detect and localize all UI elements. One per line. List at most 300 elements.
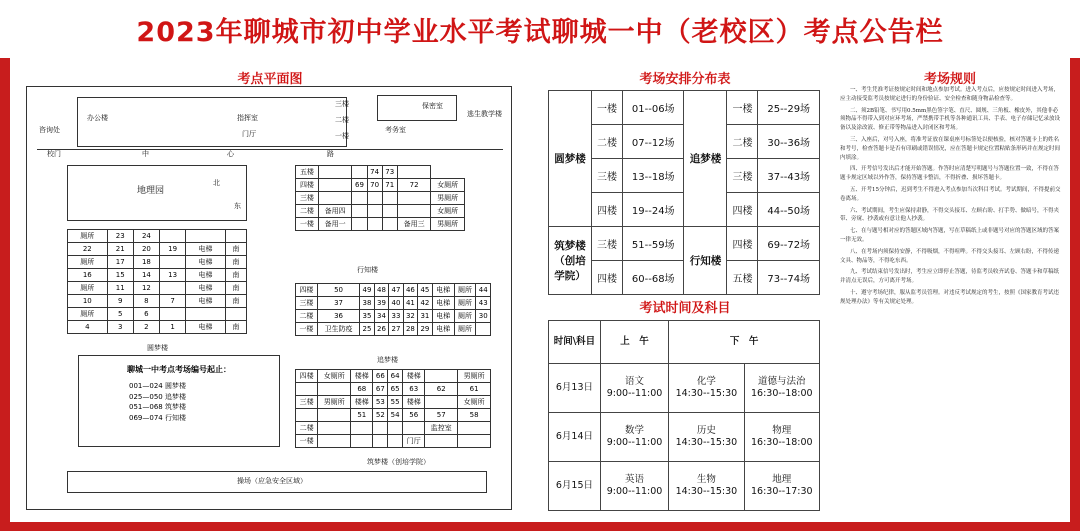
zhupei-cell: 二楼 (296, 422, 318, 435)
time-range: 9:00--11:00 (606, 437, 663, 448)
xingzhi-cell (397, 166, 431, 179)
yuanmeng-cell: 南 (225, 256, 246, 269)
zhuimeng-cell: 31 (418, 310, 432, 323)
time-header-corner: 时间\科目 (549, 321, 601, 364)
zhuimeng-row (296, 323, 491, 336)
xingzhi-row (296, 205, 465, 218)
yuanmeng-cell: 10 (68, 295, 108, 308)
zhuimeng-cell: 49 (360, 284, 374, 297)
yuanmeng-cell: 电梯 (186, 256, 226, 269)
yuanmeng-cell: 8 (133, 295, 159, 308)
zhuimeng-cell: 46 (403, 284, 417, 297)
office-label: 办公楼 (87, 114, 108, 122)
xingzhi-label: 行知楼 (357, 266, 378, 274)
rule-paragraph: 三、入座后，对号入座，将准考证放在课桌座号标签处以便核验，核对答题卡上的姓名和考号，检查答题卡是否有印刷或错误情况，应在答题卡规定位置粘贴条形码并在规定时间内填涂。 (840, 136, 1061, 161)
yuanmeng-cell: 23 (107, 230, 133, 243)
timetable (548, 320, 820, 511)
subject: 历史 (696, 425, 716, 437)
exam-office-label: 考务室 (385, 126, 406, 134)
yuanmeng-cell: 12 (133, 282, 159, 295)
zhupei-cell: 楼梯 (351, 396, 373, 409)
yuanmeng-cell: 14 (133, 269, 159, 282)
yuanmeng-cell: 厕所 (68, 256, 108, 269)
xingzhi-cell: 71 (382, 179, 397, 192)
zhuimeng-cell (476, 323, 491, 336)
zhupei-cell (296, 409, 318, 422)
rule-paragraph: 一、考生凭准考证按规定时间和地点参加考试。进入考点后，应按规定时间进入考场，应主动接受监考员按规定进行的身份验证、安全检查和随身物品检查等。 (840, 87, 1060, 102)
time-date: 6月14日 (549, 413, 601, 462)
time-pm2 (744, 462, 819, 511)
zhuimeng-cell: 45 (418, 284, 432, 297)
zhupei-cell: 62 (425, 383, 458, 396)
road-char-zhong: 中 (142, 150, 149, 158)
rule-paragraph: 六、考试期间，考生应保持肃静，不得交头接耳、左顾右盼、打手势、做暗号，不得夹带、旁窥、抄袭或有意让他人抄袭。 (840, 207, 1060, 223)
zhuimeng-cell: 33 (389, 310, 403, 323)
hall-label: 门厅 (242, 130, 256, 138)
time-date: 6月15日 (549, 462, 601, 511)
zhupei-cell: 54 (388, 409, 403, 422)
zhuimeng-cell: 32 (403, 310, 417, 323)
yuanmeng-cell: 15 (107, 269, 133, 282)
note-title: 聊城一中考点考场编号起止： (127, 365, 231, 374)
zhupei-cell: 男厕所 (458, 370, 491, 383)
xingzhi-cell (382, 205, 397, 218)
floor3-label: 三楼 (335, 100, 349, 108)
yuanmeng-cell: 11 (107, 282, 133, 295)
zhuimeng-cell: 41 (403, 297, 417, 310)
time-range: 14:30--15:30 (675, 486, 738, 497)
time-am (600, 364, 668, 413)
xingzhi-cell: 五楼 (296, 166, 319, 179)
zhupei-cell (318, 409, 351, 422)
xingzhi-cell (318, 179, 352, 192)
subject: 语文 (625, 376, 645, 388)
zhuimeng-cell: 37 (317, 297, 359, 310)
geography-label: 地理园 (137, 186, 165, 196)
yuanmeng-row (68, 295, 247, 308)
rule-paragraph: 四、开考信号发出后才能开始答题。作答时应清楚写明题号与答题位置一致，不得在答题卡规定区域以外作答，保持答题卡整洁，不得折叠、损坏答题卡。 (840, 166, 1060, 182)
yuanmeng-cell: 南 (225, 269, 246, 282)
yuanmeng-row (68, 308, 247, 321)
zhuimeng-row (296, 310, 491, 323)
time-date: 6月13日 (549, 364, 601, 413)
rule-paragraph: 五、开考15分钟后，迟到考生不得进入考点参加当次科目考试。考试期间，不得提前交卷离场。 (840, 186, 1061, 202)
yuanmeng-cell: 6 (133, 308, 159, 321)
xingzhi-cell (397, 205, 431, 218)
time-row (549, 462, 820, 511)
zhuimeng-cell: 三楼 (296, 297, 318, 310)
zhupei-cell: 三楼 (296, 396, 318, 409)
dist-range: 13--18场 (622, 159, 684, 193)
xingzhi-cell: 四楼 (296, 179, 319, 192)
note-line: 025—050 追梦楼 (129, 392, 186, 401)
subject: 物理 (772, 425, 792, 437)
zhuimeng-cell: 电梯 (432, 310, 454, 323)
zhupei-cell: 68 (351, 383, 373, 396)
dist-building: 圆梦楼 (549, 91, 592, 227)
secret-room-label: 保密室 (422, 102, 443, 110)
yuanmeng-cell: 24 (133, 230, 159, 243)
zhupei-cell: 57 (425, 409, 458, 422)
yuanmeng-cell: 7 (160, 295, 186, 308)
dist-floor: 四楼 (592, 193, 623, 227)
yuanmeng-cell: 17 (107, 256, 133, 269)
rule-paragraph: 十、遵守考场纪律，服从监考员管理。对违反考试规定的考生，按照《国家教育考试违规处理办法》等有关规定处理。 (840, 289, 1060, 305)
time-range: 9:00--11:00 (606, 388, 663, 399)
yuanmeng-cell: 南 (225, 243, 246, 256)
dist-range2: 73--74场 (758, 261, 820, 295)
dist-floor2: 四楼 (727, 227, 758, 261)
zhupei-cell (318, 422, 351, 435)
office-building (77, 97, 347, 147)
dist-range: 51--59场 (622, 227, 684, 261)
floor1-label: 一楼 (335, 132, 349, 140)
xingzhi-cell: 女厕所 (431, 205, 465, 218)
xingzhi-cell (352, 205, 367, 218)
subject: 英语 (625, 474, 645, 486)
yuanmeng-cell: 9 (107, 295, 133, 308)
yuanmeng-row (68, 230, 247, 243)
dist-range2: 37--43场 (758, 159, 820, 193)
yuanmeng-cell: 南 (225, 295, 246, 308)
zhuimeng-cell: 厕所 (454, 310, 476, 323)
yuanmeng-cell (160, 230, 186, 243)
dist-floor2: 五楼 (727, 261, 758, 295)
zhupei-cell (373, 422, 388, 435)
yuanmeng-grid (67, 229, 247, 334)
zhupei-cell (458, 435, 491, 448)
zhupei-cell (458, 422, 491, 435)
time-header-pm: 下 午 (669, 321, 820, 364)
yuanmeng-cell (160, 308, 186, 321)
zhuimeng-cell: 39 (374, 297, 388, 310)
yuanmeng-cell: 电梯 (186, 269, 226, 282)
zhuimeng-cell: 电梯 (432, 297, 454, 310)
command-room-label: 指挥室 (237, 114, 258, 122)
rule-paragraph: 八、在考场内须保持安静，不得吸烟，不得喧哗。不得交头接耳、左顾右盼，不得传递文具、物品等，不得吃东西。 (840, 248, 1060, 264)
dist-floor2: 三楼 (727, 159, 758, 193)
xingzhi-cell: 73 (382, 166, 397, 179)
xingzhi-cell: 二楼 (296, 205, 319, 218)
dist-floor: 二楼 (592, 125, 623, 159)
xingzhi-cell (318, 166, 352, 179)
yuanmeng-row (68, 269, 247, 282)
xingzhi-cell: 男厕所 (431, 218, 465, 231)
zhupei-cell: 58 (458, 409, 491, 422)
zhuimeng-cell: 27 (389, 323, 403, 336)
zhupei-cell: 四楼 (296, 370, 318, 383)
zhuimeng-cell: 电梯 (432, 284, 454, 297)
subject: 数学 (625, 425, 645, 437)
zhupei-row (296, 396, 491, 409)
zhupei-cell (425, 435, 458, 448)
time-header-am: 上 午 (600, 321, 668, 364)
page-title: 2023年聊城市初中学业水平考试聊城一中（老校区）考点公告栏 (136, 16, 944, 48)
yuanmeng-cell: 电梯 (186, 243, 226, 256)
yuanmeng-cell: 电梯 (186, 321, 226, 334)
yuanmeng-cell: 南 (225, 282, 246, 295)
dist-title: 考场安排分布表 (639, 72, 731, 87)
time-row (549, 413, 820, 462)
escape-label: 逃生教学楼 (467, 110, 502, 118)
time-range: 16:30--18:00 (750, 388, 813, 399)
zhupei-cell: 51 (351, 409, 373, 422)
zhupei-cell (351, 435, 373, 448)
distribution-table (548, 90, 820, 295)
zhupei-row (296, 370, 491, 383)
time-am (600, 462, 668, 511)
zhupei-cell: 65 (388, 383, 403, 396)
zhupei-cell: 一楼 (296, 435, 318, 448)
xingzhi-cell: 备用一 (318, 218, 352, 231)
zhupei-cell (296, 383, 318, 396)
zhupei-cell (425, 396, 458, 409)
road-char-xin: 心 (227, 150, 234, 158)
note-line: 001—024 圆梦楼 (129, 382, 186, 390)
time-pm2 (744, 413, 819, 462)
zhupei-cell (351, 422, 373, 435)
north-label: 北 (213, 179, 220, 187)
time-pm1 (669, 413, 744, 462)
plan-title: 考点平面图 (237, 72, 303, 87)
xingzhi-cell (352, 218, 367, 231)
xingzhi-row (296, 179, 465, 192)
yuanmeng-cell: 1 (160, 321, 186, 334)
xingzhi-row (296, 166, 465, 179)
subject: 地理 (772, 474, 792, 486)
road-char-lu: 路 (327, 150, 334, 158)
road-line (37, 149, 503, 150)
rule-paragraph: 九、考试结束信号发出时，考生应立即停止答题，待监考员收齐试卷、答题卡和草稿纸并清点无误后，方可离开考场。 (840, 269, 1060, 285)
yuanmeng-cell: 22 (68, 243, 108, 256)
xingzhi-cell: 备用四 (318, 205, 352, 218)
zhupei-cell (318, 435, 351, 448)
yuanmeng-cell: 厕所 (68, 230, 108, 243)
zhupei-cell: 66 (373, 370, 388, 383)
zhupei-cell (403, 422, 425, 435)
yuanmeng-label: 圆梦楼 (147, 344, 168, 352)
gate-label: 校门 (47, 150, 61, 158)
rule-paragraph: 二、须2B铅笔、书写用0.5mm黑色签字笔、直尺、圆规、三角板、橡皮外，其他非必须物品不得带入到对应环考场，严禁携带手机等各种通讯工具、手表、电子存储记忆录放设备以及涂改液、修正带等物品进入封闭区和考场。 (840, 107, 1061, 132)
zhuimeng-row (296, 297, 491, 310)
zhuimeng-cell: 电梯 (432, 323, 454, 336)
xingzhi-cell: 72 (397, 179, 431, 192)
zhupei-cell (373, 435, 388, 448)
dist-floor: 三楼 (592, 227, 623, 261)
zhuimeng-cell: 厕所 (454, 297, 476, 310)
zhupei-cell: 61 (458, 383, 491, 396)
time-range: 14:30--15:30 (675, 388, 738, 399)
zhupei-cell (388, 422, 403, 435)
subject: 道德与法治 (758, 376, 806, 388)
time-pm1 (669, 364, 744, 413)
zhupei-cell: 56 (403, 409, 425, 422)
yuanmeng-cell: 2 (133, 321, 159, 334)
zhupei-grid (295, 369, 491, 448)
yuanmeng-cell: 南 (225, 321, 246, 334)
dist-range: 01--06场 (622, 91, 684, 125)
xingzhi-cell (382, 192, 397, 205)
dist-range2: 44--50场 (758, 193, 820, 227)
xingzhi-cell: 三楼 (296, 192, 319, 205)
yuanmeng-row (68, 256, 247, 269)
zhuimeng-cell: 卫生防疫 (317, 323, 359, 336)
time-range: 14:30--15:30 (675, 437, 738, 448)
xingzhi-cell: 女厕所 (431, 179, 465, 192)
zhuimeng-label: 追梦楼 (377, 356, 398, 364)
yuanmeng-row (68, 321, 247, 334)
time-pm2 (744, 364, 819, 413)
zhuimeng-cell: 25 (360, 323, 374, 336)
yuanmeng-cell: 18 (133, 256, 159, 269)
dist-range2: 69--72场 (758, 227, 820, 261)
exam-number-note (78, 355, 280, 447)
dist-floor2: 一楼 (727, 91, 758, 125)
zhuimeng-cell: 四楼 (296, 284, 318, 297)
dist-row (549, 227, 820, 261)
dist-building: 筑梦楼（创培学院） (549, 227, 592, 295)
zhupei-cell (318, 383, 351, 396)
zhupei-cell (388, 435, 403, 448)
zhuimeng-cell: 44 (476, 284, 491, 297)
zhupei-row (296, 383, 491, 396)
time-range: 16:30--17:30 (750, 486, 813, 497)
zhupei-cell: 女厕所 (318, 370, 351, 383)
zhupei-cell: 67 (373, 383, 388, 396)
zhupei-label: 筑梦楼（创培学院） (367, 458, 430, 466)
yuanmeng-row (68, 282, 247, 295)
yuanmeng-cell: 4 (68, 321, 108, 334)
guard-label: 咨询处 (39, 126, 60, 134)
xingzhi-cell (352, 166, 367, 179)
yuanmeng-cell: 20 (133, 243, 159, 256)
zhuimeng-cell: 48 (374, 284, 388, 297)
xingzhi-row (296, 218, 465, 231)
zhupei-cell (425, 370, 458, 383)
zhuimeng-cell: 30 (476, 310, 491, 323)
yuanmeng-cell (160, 256, 186, 269)
zhuimeng-row (296, 284, 491, 297)
xingzhi-cell (318, 192, 352, 205)
zhuimeng-cell: 35 (360, 310, 374, 323)
yuanmeng-cell: 电梯 (186, 295, 226, 308)
zhupei-cell: 女厕所 (458, 396, 491, 409)
yuanmeng-cell (160, 282, 186, 295)
zhupei-row (296, 422, 491, 435)
xingzhi-cell: 备用三 (397, 218, 431, 231)
yuanmeng-cell: 16 (68, 269, 108, 282)
yuanmeng-cell (186, 308, 226, 321)
yuanmeng-cell: 厕所 (68, 282, 108, 295)
time-range: 16:30--18:00 (750, 437, 813, 448)
xingzhi-grid (295, 165, 465, 231)
zhupei-cell: 男厕所 (318, 396, 351, 409)
dist-range: 19--24场 (622, 193, 684, 227)
yuanmeng-cell: 3 (107, 321, 133, 334)
yuanmeng-cell (225, 308, 246, 321)
xingzhi-cell (397, 192, 431, 205)
zhupei-cell: 楼梯 (351, 370, 373, 383)
xingzhi-cell (367, 192, 382, 205)
zhuimeng-grid (295, 283, 491, 336)
xingzhi-cell (367, 218, 382, 231)
yuanmeng-cell: 电梯 (186, 282, 226, 295)
zhuimeng-cell: 38 (360, 297, 374, 310)
zhupei-cell: 门厅 (403, 435, 425, 448)
time-pm1 (669, 462, 744, 511)
xingzhi-cell: 一楼 (296, 218, 319, 231)
xingzhi-cell: 70 (367, 179, 382, 192)
zhuimeng-cell: 28 (403, 323, 417, 336)
zhupei-cell: 63 (403, 383, 425, 396)
zhupei-cell: 楼梯 (403, 370, 425, 383)
dist-floor2: 四楼 (727, 193, 758, 227)
zhuimeng-cell: 47 (389, 284, 403, 297)
zhuimeng-cell: 34 (374, 310, 388, 323)
dist-floor2: 二楼 (727, 125, 758, 159)
zhupei-cell: 53 (373, 396, 388, 409)
zhuimeng-cell: 29 (418, 323, 432, 336)
dist-building2: 行知楼 (684, 227, 727, 295)
playground-label: 操场（应急安全区域） (237, 477, 307, 485)
zhupei-cell: 楼梯 (403, 396, 425, 409)
zhuimeng-cell: 二楼 (296, 310, 318, 323)
floor2-label: 二楼 (335, 116, 349, 124)
rule-paragraph: 七、在与题号相对应的答题区域内答题，写在草稿纸上或非题号对应的答题区域的答案一律无效。 (840, 228, 1060, 243)
xingzhi-cell (382, 218, 397, 231)
zhupei-cell: 监控室 (425, 422, 458, 435)
zhuimeng-cell: 42 (418, 297, 432, 310)
zhupei-row (296, 435, 491, 448)
yuanmeng-cell: 13 (160, 269, 186, 282)
time-title: 考试时间及科目 (639, 301, 731, 316)
storage-building (377, 95, 457, 121)
subject: 化学 (696, 376, 716, 388)
yuanmeng-cell (186, 230, 226, 243)
zhuimeng-cell: 一楼 (296, 323, 318, 336)
dist-range2: 25--29场 (758, 91, 820, 125)
xingzhi-cell (352, 192, 367, 205)
dist-range: 07--12场 (622, 125, 684, 159)
time-range: 9:00--11:00 (606, 486, 663, 497)
dist-range2: 30--36场 (758, 125, 820, 159)
xingzhi-cell: 69 (352, 179, 367, 192)
zhuimeng-cell: 43 (476, 297, 491, 310)
xingzhi-row (296, 192, 465, 205)
zhupei-cell: 64 (388, 370, 403, 383)
dist-floor: 四楼 (592, 261, 623, 295)
time-header-row (549, 321, 820, 364)
zhupei-cell: 55 (388, 396, 403, 409)
xingzhi-cell: 74 (367, 166, 382, 179)
dist-floor: 三楼 (592, 159, 623, 193)
yuanmeng-cell: 厕所 (68, 308, 108, 321)
yuanmeng-cell: 5 (107, 308, 133, 321)
zhuimeng-cell: 厕所 (454, 284, 476, 297)
dist-floor: 一楼 (592, 91, 623, 125)
rules-text (840, 86, 1062, 510)
zhuimeng-cell: 40 (389, 297, 403, 310)
dist-row (549, 91, 820, 125)
zhupei-cell: 52 (373, 409, 388, 422)
subject: 生物 (696, 474, 716, 486)
zhuimeng-cell: 厕所 (454, 323, 476, 336)
yuanmeng-cell (225, 230, 246, 243)
dist-range: 60--68场 (622, 261, 684, 295)
dist-building2: 追梦楼 (684, 91, 727, 227)
zhupei-row (296, 409, 491, 422)
xingzhi-cell (367, 205, 382, 218)
